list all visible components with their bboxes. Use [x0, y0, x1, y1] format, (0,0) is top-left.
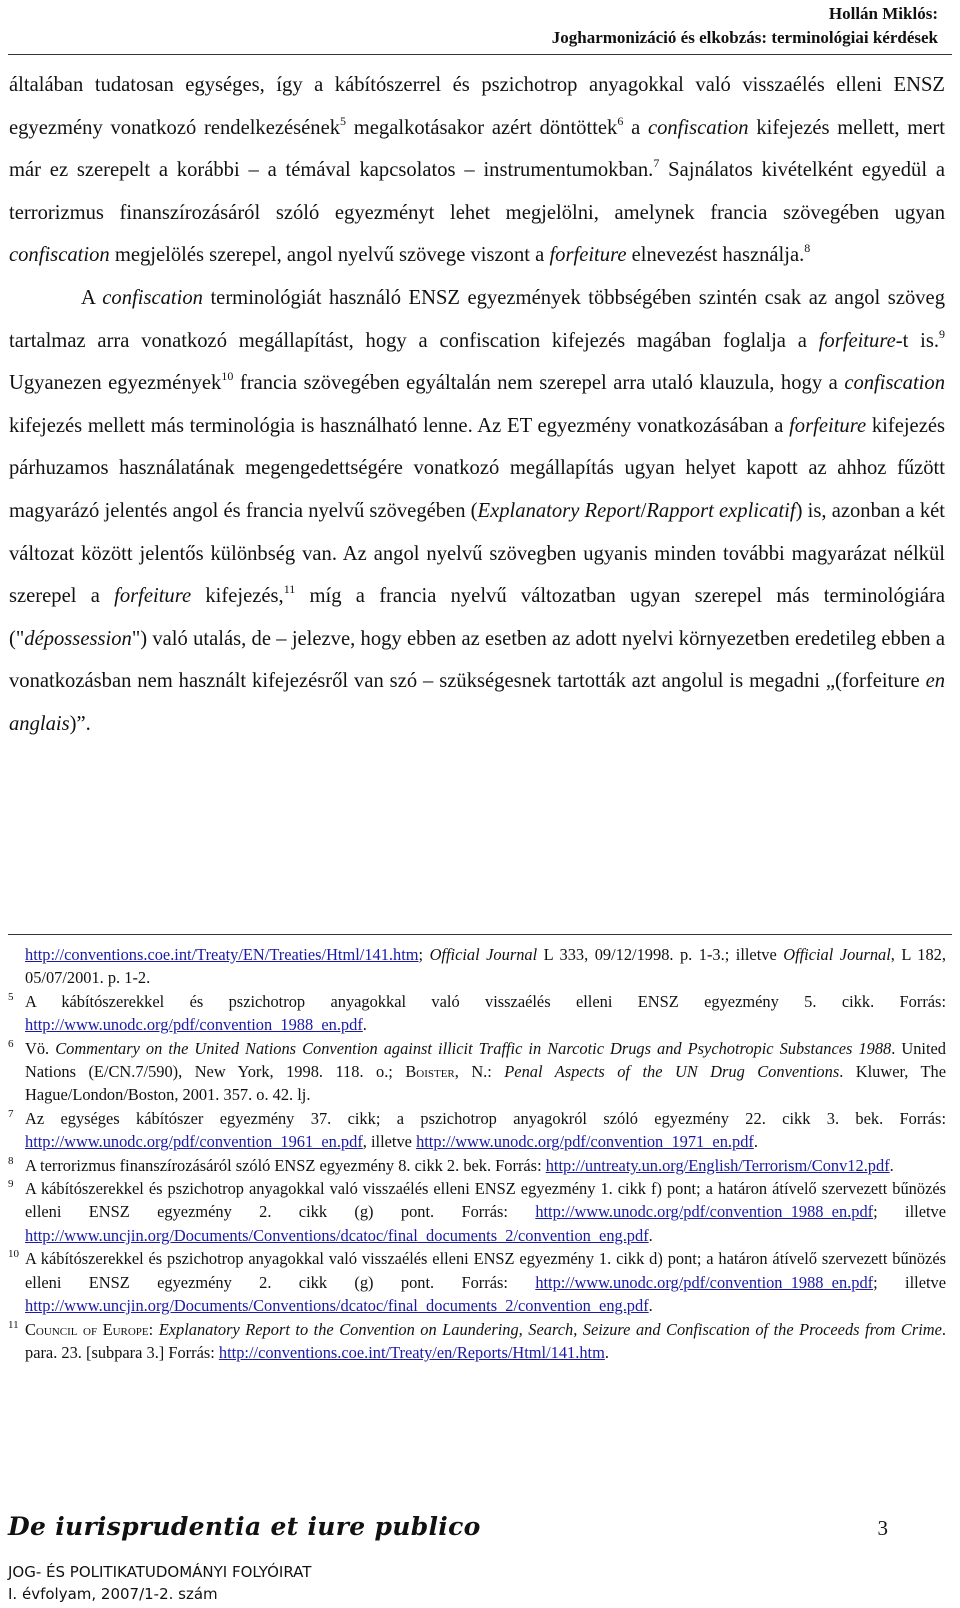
footnote-11	[8, 1318, 946, 1365]
text-run: .	[648, 1225, 653, 1245]
text-run: A kábítószerekkel és pszichotrop anyagokkal való visszaélés elleni ENSZ egyezmény 5. cikk. Forrás:	[25, 991, 946, 1011]
footnote-9	[8, 1177, 946, 1247]
text-run: -t is.	[895, 329, 939, 352]
header-title: Jogharmonizáció és elkobzás: terminológiai kérdések	[551, 28, 938, 47]
author-name: Council of Europe	[25, 1319, 149, 1339]
text-run: , L 182, 05/07/2001. p. 1-2.	[25, 945, 946, 988]
journal-name: JOG- ÉS POLITIKATUDOMÁNYI FOLYÓIRAT	[8, 1563, 312, 1581]
italic-term: Rapport explicatif	[646, 499, 796, 522]
footnote-8	[8, 1154, 946, 1177]
italic-term: forfeiture	[549, 244, 627, 267]
footnote-5	[8, 990, 946, 1037]
footnote-ref-7[interactable]: 7	[653, 156, 660, 171]
text-run: :	[148, 1319, 159, 1339]
text-run: . para. 23. [subpara 3.] Forrás:	[25, 1319, 946, 1362]
footnote-link[interactable]: http://conventions.coe.int/Treaty/EN/Treaties/Html/141.htm	[25, 945, 419, 964]
text-run: Az egységes kábítószer egyezmény 37. cikk; a pszichotrop anyagokról szóló egyezmény 22. cikk 3. bek. Forrás:	[25, 1108, 946, 1128]
italic-term: Explanatory Report to the Convention on Laundering, Search, Seizure and Confiscation of the Proceeds from Crime	[158, 1319, 942, 1339]
footnote-number: 9	[8, 1178, 14, 1191]
footnote-link[interactable]: http://www.unodc.org/pdf/convention_1971_en.pdf	[416, 1132, 754, 1152]
text-run: Sajnálatos kivételként egyedül a terrorizmus finanszírozásáról szóló egyezményt lehet megjelölni, amelynek francia szövegében ugyan	[9, 159, 945, 224]
footnote-link[interactable]: http://www.uncjin.org/Documents/Conventions/dcatoc/final_documents_2/convention_eng.pdf	[25, 1225, 649, 1245]
text-run: francia szövegében egyáltalán nem szerepel arra utaló klauzula, hogy a	[233, 372, 845, 395]
text-run: :	[487, 1062, 505, 1082]
text-run: Vö.	[25, 1038, 56, 1058]
paragraph-2	[9, 277, 945, 746]
text-run: A kábítószerekkel és pszichotrop anyagokkal való visszaélés elleni ENSZ egyezmény 1. cikk f) pont; a határon átívelő szervezett bűnözés elleni ENSZ egyezmény 2. cikk (g) pont. Forrás:	[25, 1179, 946, 1222]
footnote-link[interactable]: http://www.unodc.org/pdf/convention_1988_en.pdf	[535, 1202, 874, 1222]
footnote-ref-9[interactable]: 9	[939, 326, 945, 341]
footnote-link[interactable]: http://untreaty.un.org/English/Terrorism/Conv12.pdf	[545, 1155, 890, 1175]
text-run: ; illetve	[873, 1202, 946, 1222]
text-run: /	[640, 499, 647, 522]
text-run: A	[81, 286, 103, 309]
page-number: 3	[877, 1516, 888, 1540]
italic-term: forfeiture	[114, 585, 192, 608]
footnote-link[interactable]: http://www.unodc.org/pdf/convention_1988_en.pdf	[25, 1015, 363, 1035]
italic-term: Explanatory Report	[477, 499, 641, 522]
footnote-number: 10	[8, 1248, 19, 1261]
footnote-number: 7	[8, 1107, 14, 1120]
text-run: .	[604, 1342, 609, 1362]
author-name: Boister, N.	[405, 1062, 488, 1082]
italic-term: forfeiture	[789, 414, 867, 437]
text-run: elnevezést használja.	[626, 244, 805, 267]
footnote-divider	[8, 934, 952, 935]
text-run: megalkotásakor azért döntöttek	[346, 116, 618, 139]
footnote-10	[8, 1247, 946, 1317]
header-divider	[8, 54, 952, 55]
footnote-ref-8[interactable]: 8	[804, 241, 811, 256]
italic-term: confiscation	[102, 286, 203, 309]
italic-term: Commentary on the United Nations Convention against illicit Traffic in Narcotic Drugs and Psychotropic Substances 1988	[55, 1038, 892, 1058]
italic-term: confiscation	[647, 116, 749, 139]
italic-term: Penal Aspects of the UN Drug Conventions	[504, 1062, 840, 1082]
footnote-7	[8, 1107, 946, 1154]
italic-term: confiscation	[9, 244, 110, 267]
text-run: .	[362, 1015, 367, 1035]
footnote-ref-6[interactable]: 6	[617, 113, 624, 128]
italic-term: dépossession	[24, 627, 132, 650]
footnote-ref-10[interactable]: 10	[221, 369, 234, 384]
text-run: kifejezés mellett, mert már ez szerepelt a korábbi – a témával kapcsolatos – instrumentumokban.	[9, 116, 945, 182]
journal-info	[8, 1561, 311, 1605]
italic-term: forfeiture	[818, 329, 896, 352]
text-run: )”.	[69, 712, 91, 735]
text-run: A terrorizmus finanszírozásáról szóló ENSZ egyezmény 8. cikk 2. bek. Forrás:	[25, 1155, 546, 1175]
text-run: Ugyanezen egyezmények	[9, 372, 222, 395]
italic-term: en anglais	[9, 670, 945, 735]
main-text	[9, 64, 945, 746]
text-run: L 333, 09/12/1998. p. 1-3.; illetve	[537, 945, 784, 964]
footnotes	[8, 943, 946, 1364]
text-run: .	[889, 1155, 894, 1175]
text-run: , illetve	[362, 1132, 417, 1152]
footnote-link[interactable]: http://www.unodc.org/pdf/convention_1988_en.pdf	[535, 1272, 874, 1292]
footnote-link[interactable]: http://www.unodc.org/pdf/convention_1961_en.pdf	[25, 1132, 363, 1152]
text-run: terminológiát használó ENSZ egyezmények többségében szintén csak az angol szöveg tartalmaz arra vonatkozó megállapítást, hogy a confiscation kifejezés magában foglalja a	[9, 286, 945, 352]
footnote-number: 5	[8, 990, 14, 1003]
text-run: ") való utalás, de – jelezve, hogy ebben az esetben az adott nyelvi környezetben eredetileg ebben a vonatkozásban nem használt kifejezésről van szó – szükségesnek tartották azt angolul is megadni „(forfeiture	[9, 627, 945, 693]
text-run: általában tudatosan egységes, így a kábítószerrel és pszichotrop anyagokkal való visszaélés elleni ENSZ egyezmény vonatkozó rendelkezésének	[9, 74, 945, 139]
text-run: kifejezés párhuzamos használatának megengedettségére vonatkozó megállapítás ugyan helyet kapott az ahhoz fűzött magyarázó jelentés angol és francia nyelvű szövegében (	[9, 414, 945, 522]
italic-term: Official Journal	[429, 945, 538, 964]
text-run: megjelölés szerepel, angol nyelvű szövege viszont a	[109, 244, 550, 267]
footnote-number: 11	[8, 1318, 19, 1331]
footnote-ref-5[interactable]: 5	[340, 113, 347, 128]
footnote-ref-11[interactable]: 11	[283, 582, 296, 597]
italic-term: Official Journal	[783, 945, 891, 964]
header-author: Hollán Miklós:	[828, 4, 938, 23]
footnote-continuation	[8, 943, 946, 990]
text-run: ) is, azonban a két változat között jelentős különbség van. Az angol nyelvű szövegben ugyanis minden további magyarázat nélkül szerepel a	[9, 499, 945, 608]
footnote-link[interactable]: http://www.uncjin.org/Documents/Conventions/dcatoc/final_documents_2/convention_eng.pdf	[25, 1296, 649, 1316]
footnote-link[interactable]: http://conventions.coe.int/Treaty/en/Reports/Html/141.htm	[218, 1342, 605, 1362]
text-run: . United Nations (E/CN.7/590), New York, 1998. 118. o.;	[25, 1038, 947, 1082]
footnote-number: 6	[8, 1037, 14, 1050]
text-run: kifejezés,	[191, 585, 284, 608]
text-run: A kábítószerekkel és pszichotrop anyagokkal való visszaélés elleni ENSZ egyezmény 1. cikk d) pont; a határon átívelő szervezett bűnözés elleni ENSZ egyezmény 2. cikk (g) pont. Forrás:	[25, 1249, 946, 1292]
text-run: ;	[418, 945, 430, 964]
running-header	[552, 2, 938, 50]
text-run: míg a francia nyelvű változatban ugyan szerepel más terminológiára ("	[9, 585, 945, 650]
italic-term: confiscation	[844, 372, 945, 395]
paragraph-1	[9, 64, 945, 277]
text-run: . Kluwer, The Hague/London/Boston, 2001. 357. o. 42. lj.	[25, 1062, 947, 1105]
journal-logo: De iurisprudentia et iure publico	[8, 1512, 481, 1541]
text-run: .	[753, 1132, 758, 1152]
text-run: ; illetve	[873, 1272, 946, 1292]
journal-volume: I. évfolyam, 2007/1-2. szám	[8, 1585, 218, 1603]
footnote-6	[8, 1037, 946, 1107]
text-run: a	[623, 116, 648, 139]
text-run: kifejezés mellett más terminológia is használható lenne. Az ET egyezmény vonatkozásában a	[9, 414, 790, 437]
footnote-number: 8	[8, 1154, 14, 1167]
text-run: .	[648, 1296, 653, 1316]
